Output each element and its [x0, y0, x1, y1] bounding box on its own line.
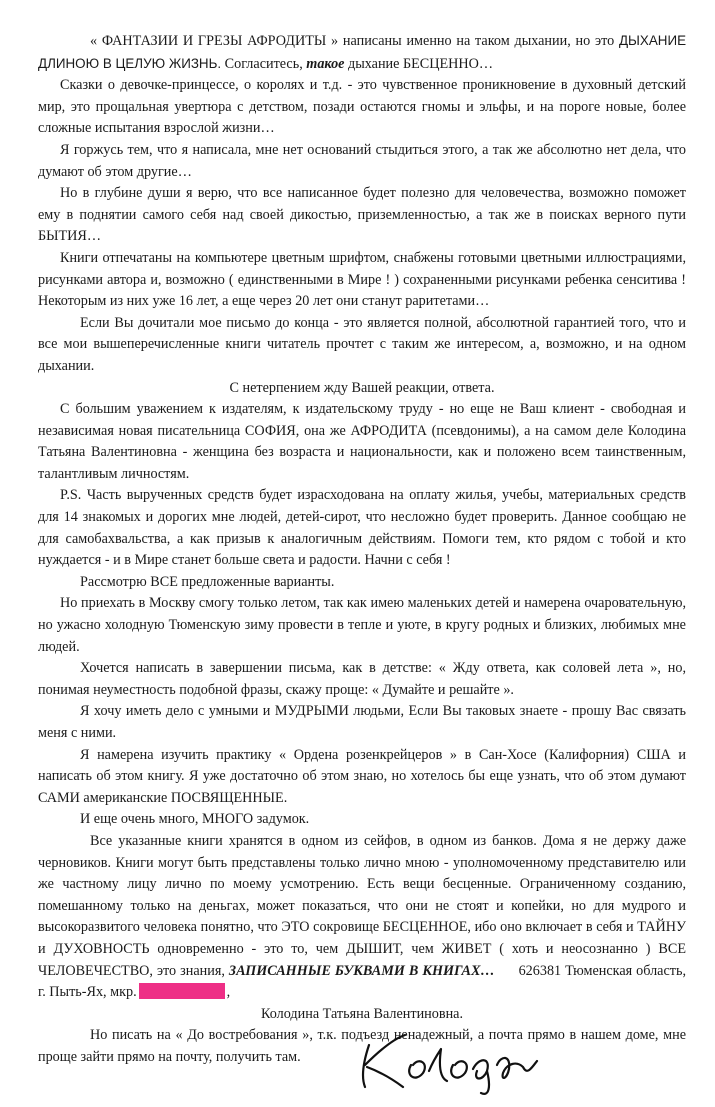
paragraph-1 — [38, 30, 686, 75]
p1-text-d: такое — [306, 55, 345, 72]
address-prefix: 626381 Тюменская область, г. Пыть-Ях, мкр. — [38, 962, 686, 1001]
paragraph-17: Но писать на « До востребования », т.к. подъезд ненадежный, а почта прямо в нашем доме, мне проще зайти прямо на почту, получить там. — [38, 1027, 686, 1065]
p16-text-a: Все указанные книги хранятся в одном из сейфов, в одном из банков. Дома я не держу даже черновиков. Книги могут быть представлены только лично мною - уполномоченному представителю или же частному лицу лично по моему усмотрению. Есть вещи бесценные. Ограниченному созданию, помешанному только на деньгах, может показаться, что они не стоят и копейки, но для мудрого и высокоразвитого человека понятно, что ЭТО сокровище БЕСЦЕННОЕ, ибо оно включает в себя и ТАЙНУ и ДУХОВНОСТЬ одновременно - это то, чем ДЫШИТ, чем ЖИВЕТ ( хоть и неосознанно ) ВСЕ ЧЕЛОВЕЧЕСТВО, это знания, — [38, 832, 686, 979]
paragraph-5: Книги отпечатаны на компьютере цветным шрифтом, снабжены готовыми цветными иллюстрациями, рисунками автора и, возможно ( единственными в Мире ! ) сохраненными рисунками ребенка сенситива ! Некоторым из них уже 16 лет, а еще через 20 лет они станут раритетами… — [38, 249, 686, 310]
paragraph-14: Я намерена изучить практику « Ордена розенкрейцеров » в Сан-Хосе (Калифорния) США и написать об этом книгу. Я уже достаточно об этом знаю, но хотелось бы еще узнать, что об этом думают САМИ американские ПОСВЯЩЕННЫЕ. — [38, 746, 686, 806]
paragraph-4: Но в глубине души я верю, что все написанное будет полезно для человечества, возможно поможет ему в поднятии самого себя над своей дикостью, приземленностью, а так же в поисках верного пути БЫТИЯ… — [38, 185, 686, 245]
address-suffix: , — [226, 984, 231, 1001]
p1-text-e: дыхание БЕСЦЕННО… — [344, 55, 494, 72]
paragraph-7: С нетерпением жду Вашей реакции, ответа. — [229, 379, 495, 396]
paragraph-10: Рассмотрю ВСЕ предложенные варианты. — [80, 573, 335, 590]
p16-text-b: ЗАПИСАННЫЕ БУКВАМИ В КНИГАХ… — [228, 962, 495, 979]
paragraph-2: Сказки о девочке-принцессе, о королях и т.д. - это чувственное проникновение в духовный детский мир, это прощальная увертюра с детством, позади остаются гномы и эльфы, и на пороге новые, более сложные испытания взрослой жизни… — [38, 77, 686, 137]
handwritten-signature — [355, 1025, 545, 1095]
redaction-bar — [139, 983, 225, 999]
paragraph-8: С большим уважением к издателям, к издательскому труду - но еще не Ваш клиент - свободная и независимая новая писательница СОФИЯ, она же АФРОДИТА (псевдонимы), а на самом деле Колодина Татьяна Валентиновна - женщина без возраста и национальности, как и положено всем таинственным, талантливым личностям. — [38, 401, 686, 482]
letter-body — [38, 30, 686, 1069]
paragraph-15: И еще очень много, МНОГО задумок. — [80, 811, 310, 828]
paragraph-13: Я хочу иметь дело с умными и МУДРЫМИ людьми, Если Вы таковых знаете - прошу Вас связать меня с ними. — [38, 703, 686, 741]
paragraph-11: Но приехать в Москву смогу только летом, так как имею маленьких детей и намерена очаровательную, но ужасно холодную Тюменскую зиму провести в тепле и уюте, в кругу родных и близких, любимых мне людей. — [38, 595, 686, 655]
p1-text-b: ДЫХАНИЕ ДЛИНОЮ В ЦЕЛУЮ ЖИЗНЬ. — [38, 33, 686, 71]
paragraph-9: P.S. Часть вырученных средств будет израсходована на оплату жилья, учебы, материальных средств для 14 знакомых и дорогих мне людей, детей-сирот, что несложно будет проверить. Данное сообщаю не для самобахвальства, а как призыв к аналогичным действиям. Помоги тем, кто рядом с тобой и кто нуждается - и в Мире станет больше света и радости. Начни с себя ! — [38, 487, 686, 569]
address-name: Колодина Татьяна Валентиновна. — [260, 1005, 464, 1022]
p1-text-c: Согласитесь, — [221, 55, 307, 72]
paragraph-6: Если Вы дочитали мое письмо до конца - это является полной, абсолютной гарантией того, что и все мои вышеперечисленные книги читатель прочтет с таким же интересом, а, возможно, и на одном дыхании. — [38, 314, 686, 374]
paragraph-3: Я горжусь тем, что я написала, мне нет оснований стыдиться этого, а так же абсолютно нет дела, что думают об этом другие… — [38, 141, 686, 180]
p1-text-a: « ФАНТАЗИИ И ГРЕЗЫ АФРОДИТЫ » написаны именно на таком дыхании, но это — [90, 33, 619, 49]
paragraph-16 — [38, 831, 686, 1004]
paragraph-12: Хочется написать в завершении письма, как в детстве: « Жду ответа, как соловей лета », но, понимая неуместность подобной фразы, скажу проще: « Думайте и решайте ». — [38, 660, 686, 698]
